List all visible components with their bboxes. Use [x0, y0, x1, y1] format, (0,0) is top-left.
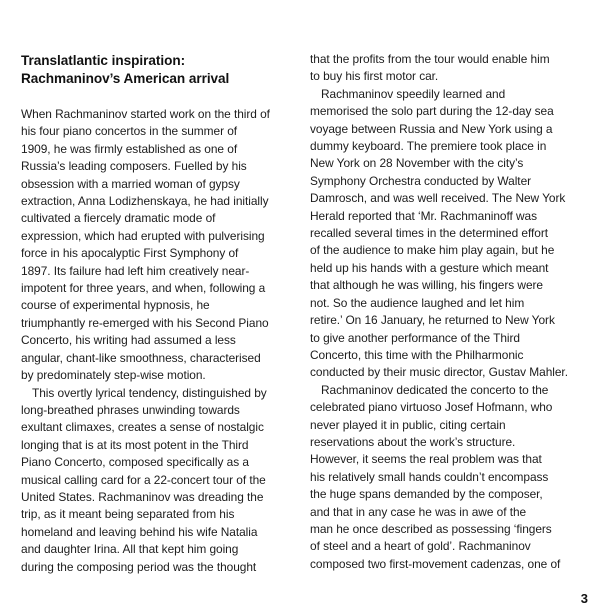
body-paragraph	[21, 385, 299, 576]
text-line: obsession with a married woman of gypsy	[21, 176, 240, 191]
text-line: New York on 28 November with the city’s	[310, 156, 524, 171]
article-title-line: Rachmaninov’s American arrival	[21, 71, 230, 86]
article-title	[21, 52, 299, 88]
text-line: Concerto, his writing had assumed a less	[21, 333, 236, 348]
text-line: Russia’s leading composers. Fuelled by his	[21, 159, 247, 174]
text-line: Rachmaninov speedily learned and	[321, 86, 506, 101]
text-line: long-breathed phrases unwinding towards	[21, 402, 240, 417]
text-line: Rachmaninov dedicated the concerto to the	[321, 382, 549, 397]
text-line: cultivated a fiercely dramatic mode of	[21, 211, 216, 226]
text-line: his relatively small hands couldn’t encompass	[310, 469, 549, 484]
text-line: and daughter Irina. All that kept him going	[21, 542, 239, 557]
text-line: to give another performance of the Third	[310, 330, 520, 345]
right-column	[310, 51, 588, 573]
text-line: memorised the solo part during the 12-day sea	[310, 104, 554, 119]
text-line: voyage between Russia and New York using a	[310, 121, 553, 136]
text-line: exultant climaxes, creates a sense of nostalgic	[21, 420, 264, 435]
text-line: 1909, he was firmly established as one of	[21, 141, 238, 156]
text-line: by predominately step-wise motion.	[21, 368, 206, 383]
text-line: that although he was willing, his fingers were	[310, 278, 543, 293]
text-line: Damrosch, and was well received. The New York	[310, 191, 566, 206]
text-line: Symphony Orchestra conducted by Walter	[310, 173, 532, 188]
article-title-line: Translatlantic inspiration:	[21, 53, 186, 68]
text-line: retire.’ On 16 January, he returned to New York	[310, 313, 555, 328]
text-line: the huge spans demanded by the composer,	[310, 487, 543, 502]
text-line: homeland and leaving behind his wife Natalia	[21, 524, 258, 539]
text-line: held up his hands with a gesture which meant	[310, 260, 549, 275]
text-line: his four piano concertos in the summer of	[21, 124, 238, 139]
text-line: of the audience to make him play again, but he	[310, 243, 555, 258]
body-paragraph	[21, 106, 299, 385]
body-paragraph	[310, 86, 588, 382]
text-line: course of experimental hypnosis, he	[21, 298, 210, 313]
left-body-text	[21, 106, 299, 576]
text-line: musical calling card for a 22-concert tour of the	[21, 472, 266, 487]
text-line: not. So the audience laughed and let him	[310, 295, 525, 310]
text-line: during the composing period was the thought	[21, 559, 257, 574]
text-line: trip, as it meant being separated from his	[21, 507, 235, 522]
text-line: recalled several times in the determined effort	[310, 226, 549, 241]
text-line: When Rachmaninov started work on the third of	[21, 107, 270, 121]
text-line: conducted by their music director, Gustav Mahler.	[310, 365, 568, 380]
text-line: man he once described as possessing ‘fingers	[310, 521, 552, 536]
text-line: Herald reported that ‘Mr. Rachmaninoff was	[310, 208, 538, 223]
text-line: triumphantly re-emerged with his Second Piano	[21, 315, 269, 330]
text-line: reservations about the work’s structure.	[310, 434, 516, 449]
page-number: 3	[580, 591, 588, 606]
text-line: extraction, Anna Lodizhenskaya, he had initially	[21, 194, 269, 209]
text-line: never played it in public, citing certain	[310, 417, 506, 432]
text-line: Concerto, this time with the Philharmonic	[310, 347, 524, 362]
text-line: impotent for three years, and when, following a	[21, 281, 266, 296]
text-line: This overtly lyrical tendency, distinguished by	[32, 385, 267, 400]
text-line: 1897. Its failure had left him creatively near-	[21, 263, 250, 278]
text-line: expression, which had erupted with pulverising	[21, 228, 265, 243]
text-line: and that in any case he was in awe of the	[310, 504, 527, 519]
text-line: force in his apocalyptic First Symphony of	[21, 246, 239, 261]
right-body-text	[310, 51, 588, 573]
text-line: United States. Rachmaninov was dreading the	[21, 489, 264, 504]
text-line: composed two first-movement cadenzas, one of	[310, 556, 561, 571]
text-line: that the profits from the tour would enable him	[310, 52, 550, 66]
text-line: However, it seems the real problem was that	[310, 452, 542, 467]
text-line: of steel and a heart of gold’. Rachmaninov	[310, 539, 531, 554]
text-line: Piano Concerto, composed specifically as a	[21, 455, 249, 470]
text-line: longing that is at its most potent in the Third	[21, 437, 249, 452]
text-line: celebrated piano virtuoso Josef Hofmann, who	[310, 400, 553, 415]
text-line: angular, chant-like smoothness, characterised	[21, 350, 261, 365]
text-line: dummy keyboard. The premiere took place in	[310, 139, 547, 154]
left-column	[21, 52, 299, 576]
text-line: to buy his first motor car.	[310, 69, 439, 84]
body-paragraph	[310, 51, 588, 86]
body-paragraph	[310, 382, 588, 573]
